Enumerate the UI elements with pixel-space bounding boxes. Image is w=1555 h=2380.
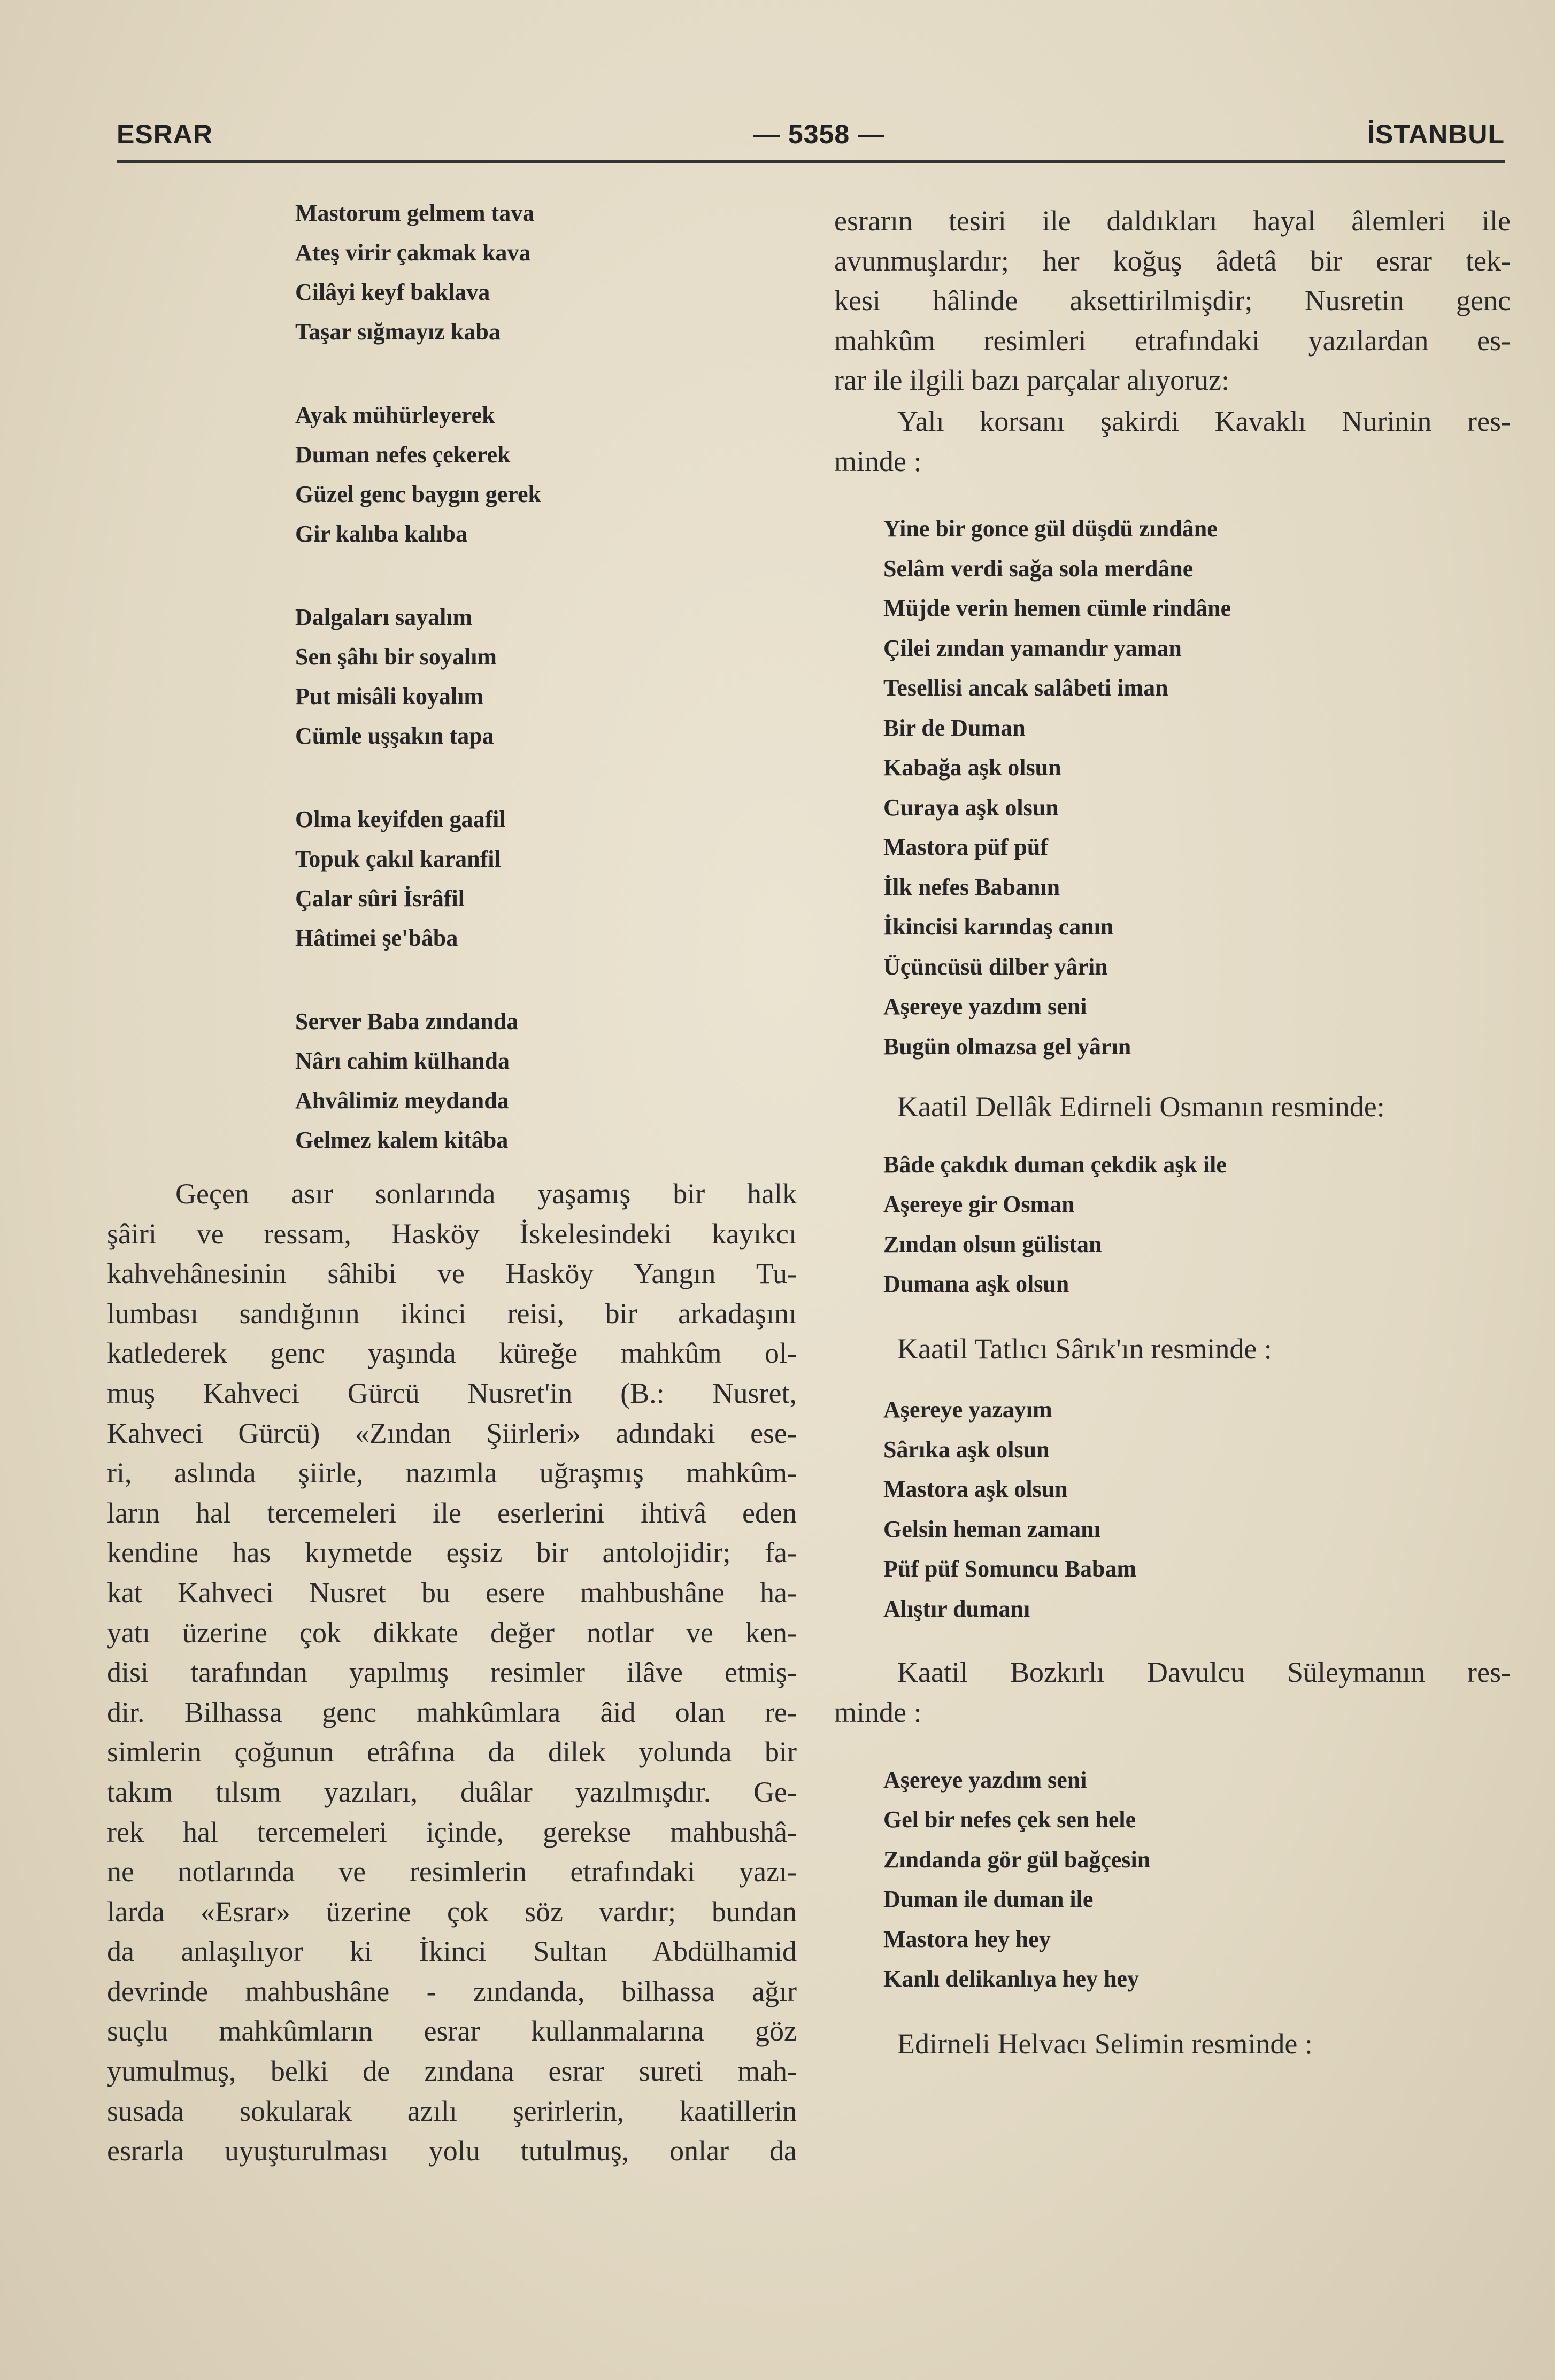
poem-line: Çilei zından yamandır yaman (883, 635, 1182, 661)
text-line: Kahveci Gürcü) «Zından Şiirleri» adındaki ese- (107, 1417, 797, 1449)
text-line: larda «Esrar» üzerine çok söz vardır; bundan (107, 1895, 797, 1928)
right-column (834, 171, 1511, 2064)
text-line: kahvehânesinin sâhibi ve Hasköy Yangın Tu- (107, 1257, 797, 1290)
left-poem (295, 194, 797, 1160)
poem-line: Müjde verin hemen cümle rindâne (883, 595, 1231, 622)
poem-line: Bâde çakdık duman çekdik aşk ile (883, 1151, 1227, 1178)
poem-line: Bir de Duman (883, 714, 1026, 741)
text-line: ri, aslında şiirle, nazımla uğraşmış mahkûm- (107, 1457, 797, 1489)
caption-kavakli-nuri (834, 401, 1511, 481)
poem-line: Put misâli koyalım (295, 683, 484, 709)
poem-line: Taşar sığmayız kaba (295, 319, 501, 345)
poem-line: Cümle uşşakın tapa (295, 723, 494, 749)
caption-line: Kaatil Bozkırlı Davulcu Süleymanın res- (897, 1656, 1511, 1689)
poem-line: Aşereye yazdım seni (883, 1766, 1087, 1793)
text-line: muş Kahveci Gürcü Nusret'in (B.: Nusret, (107, 1377, 797, 1409)
caption-text: Kaatil Tatlıcı Sârık'ın resminde : (897, 1332, 1272, 1365)
poem-line: Mastora hey hey (883, 1926, 1051, 1952)
text-line: kendine has kıymetde eşsiz bir antolojidir; fa- (107, 1536, 797, 1569)
poem-line: İlk nefes Babanın (883, 874, 1060, 900)
poem-line: Selâm verdi sağa sola merdâne (883, 555, 1194, 582)
poem-line: Sen şâhı bir soyalım (295, 644, 497, 670)
header-rule (117, 160, 1505, 166)
left-prose (107, 1174, 797, 2171)
poem-line: Kabağa aşk olsun (883, 754, 1061, 781)
text-line: şâiri ve ressam, Hasköy İskelesindeki kayıkcı (107, 1217, 797, 1250)
text-line: rek hal tercemeleri içinde, gerekse mahbushâ- (107, 1815, 797, 1848)
page-number: — 5358 — (753, 119, 886, 149)
poem-line: İkincisi karındaş canın (883, 914, 1114, 940)
poem-line: Nârı cahim külhanda (295, 1048, 510, 1074)
poem-line: Kanlı delikanlıya hey hey (883, 1966, 1139, 1992)
poem-line: Mastora aşk olsun (883, 1476, 1068, 1503)
poem-kavakli-nuri (883, 509, 1511, 1067)
poem-line: Alıştır dumanı (883, 1595, 1030, 1622)
caption-line: minde : (834, 445, 922, 477)
caption-text: Kaatil Dellâk Edirneli Osmanın resminde: (897, 1091, 1385, 1123)
poem-tatlici-sarik (883, 1390, 1511, 1629)
text-line: susada sokularak azılı şerirlerin, kaatillerin (107, 2095, 797, 2127)
caption-helvaci-selim (834, 2024, 1511, 2064)
text-line: katlederek genc yaşında küreğe mahkûm ol- (107, 1337, 797, 1370)
poem-line: Gelsin heman zamanı (883, 1516, 1100, 1542)
text-line: disi tarafından yapılmış resimler ilâve etmiş- (107, 1656, 797, 1689)
poem-line: Duman ile duman ile (883, 1886, 1094, 1913)
poem-line: Server Baba zındanda (295, 1008, 519, 1034)
poem-line: Gel bir nefes çek sen hele (883, 1806, 1136, 1833)
caption-line: minde : (834, 1696, 922, 1728)
text-line: esrarın tesiri ile daldıkları hayal âlemleri ile (834, 205, 1511, 237)
poem-line: Mastorum gelmem tava (295, 200, 535, 226)
text-line: Geçen asır sonlarında yaşamış bir halk (175, 1178, 797, 1210)
poem-line: Dumana aşk olsun (883, 1271, 1069, 1297)
caption-dellak-osman (834, 1087, 1511, 1127)
poem-line: Bugün olmazsa gel yârın (883, 1033, 1131, 1060)
poem-line: Püf püf Somuncu Babam (883, 1556, 1137, 1582)
text-line: yumulmuş, belki de zındana esrar sureti mah- (107, 2055, 797, 2088)
text-line: yatı üzerine çok dikkate değer notlar ve ken- (107, 1616, 797, 1649)
poem-line: Ateş virir çakmak kava (295, 239, 531, 266)
text-line: rar ile ilgili bazı parçalar alıyoruz: (834, 364, 1230, 397)
poem-line: Hâtimei şe'bâba (295, 925, 458, 951)
text-line: avunmuşlardır; her koğuş âdetâ bir esrar tek- (834, 244, 1511, 277)
poem-davulcu-suleyman (883, 1760, 1511, 1999)
text-line: devrinde mahbushâne - zındanda, bilhassa ağır (107, 1975, 797, 2007)
poem-line: Topuk çakıl karanfil (295, 846, 501, 872)
poem-stanza (295, 800, 797, 958)
text-line: simlerin çoğunun etrâfına da dilek yolunda bir (107, 1736, 797, 1768)
poem-stanza (295, 598, 797, 756)
text-line: ların hal tercemeleri ile eserlerini ihtivâ eden (107, 1496, 797, 1529)
poem-dellak-osman (883, 1145, 1511, 1304)
poem-line: Aşereye yazayım (883, 1396, 1052, 1423)
poem-stanza (295, 194, 797, 352)
poem-line: Mastora püf püf (883, 834, 1049, 861)
poem-line: Çalar sûri İsrâfil (295, 885, 465, 911)
left-column (107, 171, 797, 2171)
text-line: ne notlarında ve resimlerin etrafındaki yazı- (107, 1856, 797, 1888)
poem-line: Sârıka aşk olsun (883, 1436, 1050, 1463)
caption-line: Yalı korsanı şakirdi Kavaklı Nurinin res- (897, 405, 1511, 437)
poem-line: Üçüncüsü dilber yârin (883, 953, 1108, 980)
page-header (117, 113, 1505, 156)
text-line: dir. Bilhassa genc mahkûmlara âid olan re- (107, 1696, 797, 1728)
text-line: kesi hâlinde aksettirilmişdir; Nusretin genc (834, 284, 1511, 317)
poem-line: Duman nefes çekerek (295, 442, 511, 468)
text-line: esrarla uyuşturulması yolu tutulmuş, onlar da (107, 2135, 797, 2167)
caption-tatlici-sarik (834, 1329, 1511, 1369)
text-line: takım tılsım yazıları, duâlar yazılmışdır. Ge- (107, 1775, 797, 1808)
poem-stanza (295, 1002, 797, 1160)
poem-line: Yine bir gonce gül düşdü zındâne (883, 515, 1218, 542)
poem-line: Curaya aşk olsun (883, 794, 1059, 821)
poem-line: Gelmez kalem kitâba (295, 1127, 509, 1153)
poem-line: Aşereye yazdım seni (883, 993, 1087, 1020)
text-line: mahkûm resimleri etrafındaki yazılardan es- (834, 324, 1511, 357)
poem-line: Ayak mühürleyerek (295, 402, 495, 428)
poem-line: Güzel genc baygın gerek (295, 481, 541, 507)
poem-line: Aşereye gir Osman (883, 1191, 1075, 1218)
text-line: kat Kahveci Nusret bu esere mahbushâne ha- (107, 1576, 797, 1609)
right-intro-prose (834, 201, 1511, 400)
text-line: lumbası sandığının ikinci reisi, bir arkadaşını (107, 1297, 797, 1330)
poem-line: Olma keyifden gaafil (295, 806, 506, 832)
poem-line: Zındanda gör gül bağçesin (883, 1846, 1151, 1873)
poem-line: Gir kalıba kalıba (295, 521, 467, 547)
poem-line: Zından olsun gülistan (883, 1231, 1102, 1257)
header-publication: İSTANBUL (1367, 119, 1505, 149)
caption-davulcu-suleyman (834, 1652, 1511, 1732)
poem-stanza (295, 396, 797, 554)
text-line: da anlaşılıyor ki İkinci Sultan Abdülhamid (107, 1935, 797, 1968)
caption-text: Edirneli Helvacı Selimin resminde : (897, 2027, 1313, 2060)
poem-line: Cilâyi keyf baklava (295, 279, 490, 305)
poem-line: Dalgaları sayalım (295, 604, 473, 630)
poem-line: Tesellisi ancak salâbeti iman (883, 675, 1168, 701)
poem-line: Ahvâlimiz meydanda (295, 1087, 509, 1114)
text-line: suçlu mahkûmların esrar kullanmalarına göz (107, 2015, 797, 2047)
header-section-title: ESRAR (117, 119, 213, 149)
